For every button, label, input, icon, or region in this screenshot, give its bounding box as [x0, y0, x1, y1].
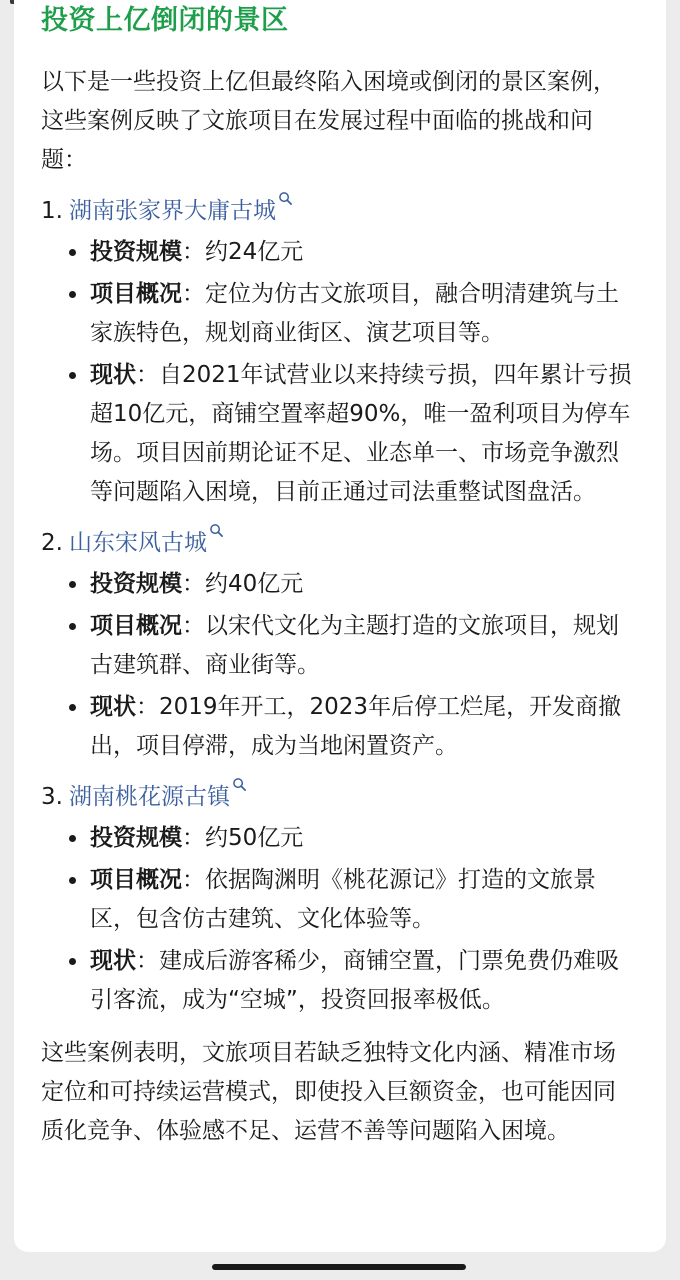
home-indicator[interactable] — [212, 1264, 466, 1270]
case-3 — [41, 778, 636, 1020]
answer-card — [14, 0, 666, 1252]
conclusion-paragraph: 这些案例表明，文旅项目若缺乏独特文化内涵、精准市场定位和可持续运营模式，即使投入巨额资金，也可能因同质化竞争、体验感不足、运营不善等问题陷入困境。 — [41, 1040, 616, 1144]
list-item: 项目概况：依据陶渊明《桃花源记》打造的文旅景区，包含仿古建筑、文化体验等。 — [90, 861, 636, 939]
search-icon[interactable] — [232, 777, 247, 792]
search-icon[interactable] — [278, 191, 293, 206]
list-item: 投资规模：约24亿元 — [90, 233, 636, 272]
case-title-link[interactable]: 湖南张家界大庸古城 — [68, 198, 276, 224]
list-item: 项目概况：定位为仿古文旅项目，融合明清建筑与土家族特色，规划商业街区、演艺项目等。 — [90, 275, 636, 353]
list-item: 现状：建成后游客稀少，商铺空置，门票免费仍难吸引客流，成为“空城”，投资回报率极低。 — [90, 942, 636, 1020]
list-item: 现状：自2021年试营业以来持续亏损，四年累计亏损超10亿元，商铺空置率超90%，唯一盈利项目为停车场。项目因前期论证不足、业态单一、市场竞争激烈等问题陷入困境，目前正通过司法重整试图盘活。 — [90, 356, 636, 512]
case-number: 1. — [41, 198, 63, 224]
search-icon[interactable] — [209, 523, 224, 538]
case-number: 2. — [41, 530, 63, 556]
list-item: 投资规模：约50亿元 — [90, 819, 636, 858]
page-title: 投资上亿倒闭的景区 — [41, 5, 289, 36]
case-number: 3. — [41, 784, 63, 810]
case-1 — [41, 192, 636, 512]
list-item: 项目概况：以宋代文化为主题打造的文旅项目，规划古建筑群、商业街等。 — [90, 607, 636, 685]
case-title-link[interactable]: 山东宋风古城 — [68, 530, 207, 556]
case-2 — [41, 524, 636, 766]
list-item: 现状：2019年开工，2023年后停工烂尾，开发商撤出，项目停滞，成为当地闲置资产。 — [90, 688, 636, 766]
intro-paragraph: 以下是一些投资上亿但最终陷入困境或倒闭的景区案例，这些案例反映了文旅项目在发展过程中面临的挑战和问题： — [41, 69, 616, 173]
case-title-link[interactable]: 湖南桃花源古镇 — [68, 784, 230, 810]
list-item: 投资规模：约40亿元 — [90, 565, 636, 604]
